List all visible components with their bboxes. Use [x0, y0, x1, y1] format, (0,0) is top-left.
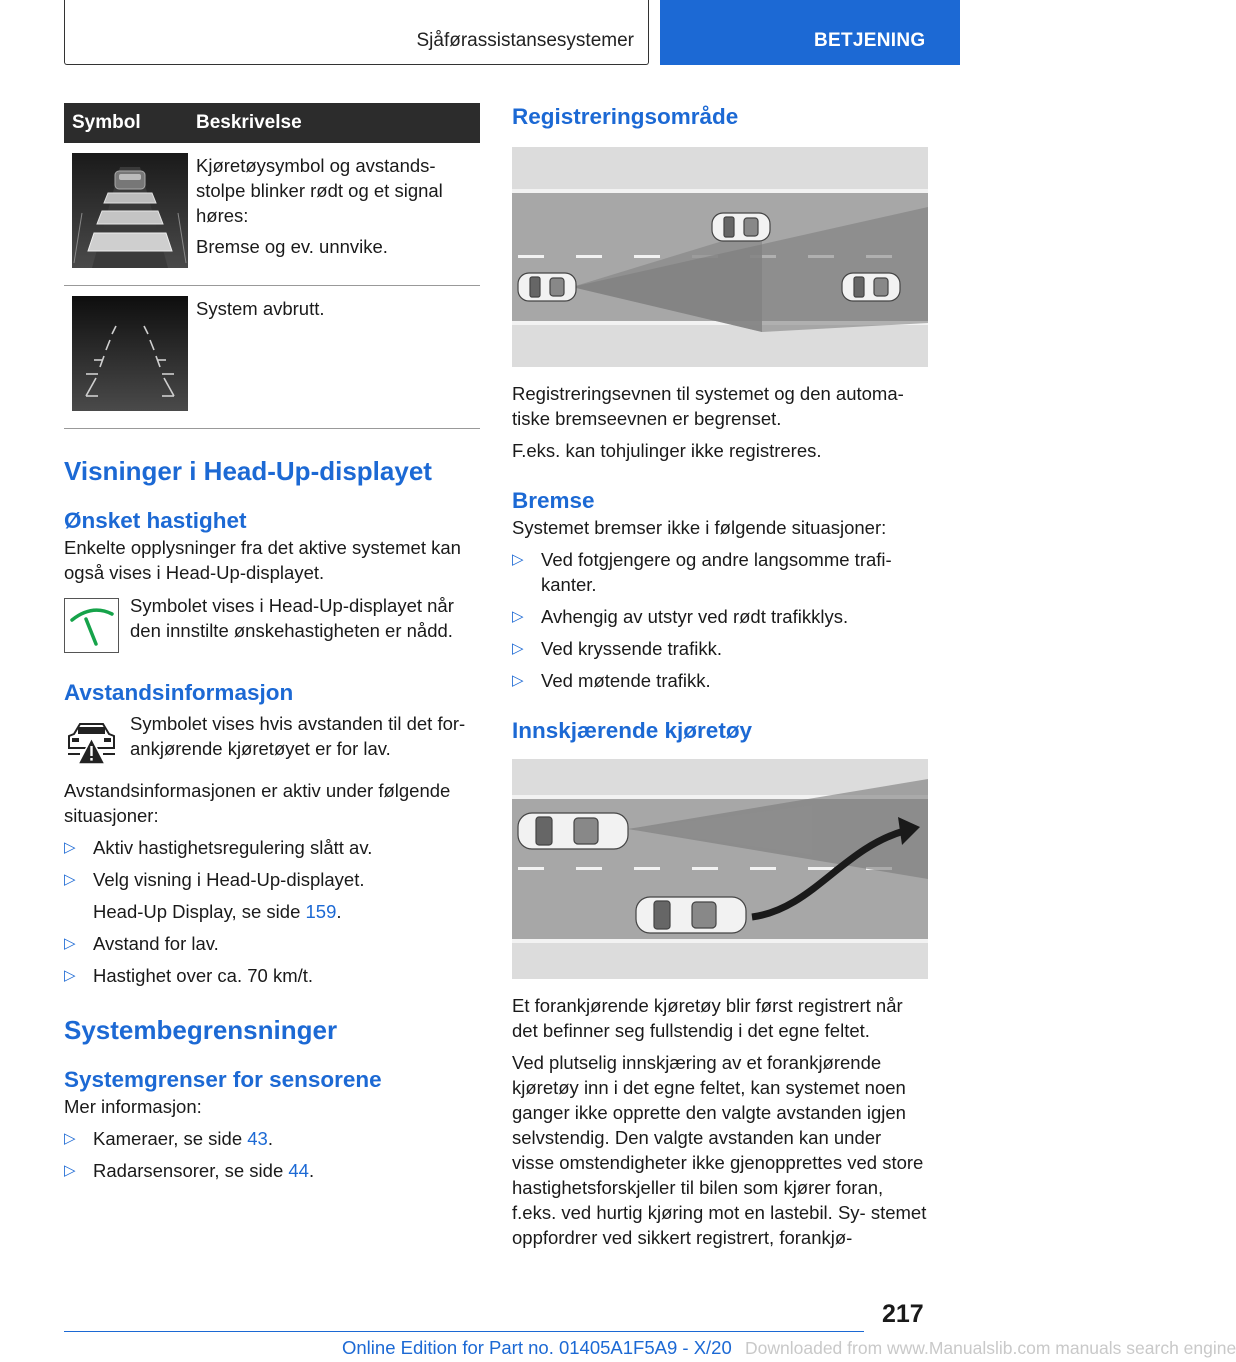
- subheading-desired-speed: Ønsket hastighet: [64, 508, 247, 533]
- list-item: ▷ Ved fotgjengere og andre langsomme trafi- kanter.: [512, 549, 892, 595]
- triangle-bullet-icon: ▷: [64, 935, 76, 952]
- list-item: ▷ Ved kryssende trafikk.: [512, 638, 722, 659]
- paragraph: Mer informasjon:: [64, 1096, 202, 1117]
- chapter-title: BETJENING: [814, 30, 926, 51]
- symbol-table: [64, 103, 480, 429]
- triangle-bullet-icon: ▷: [512, 672, 524, 689]
- triangle-bullet-icon: ▷: [64, 967, 76, 984]
- list-item: ▷ Aktiv hastighetsregulering slått av.: [64, 837, 373, 858]
- list-item: ▷ Ved møtende trafikk.: [512, 670, 711, 691]
- vehicle-distance-bars-icon: [72, 153, 188, 268]
- icon-description: Symbolet vises hvis avstanden til det for- ankjørende kjøretøyet er for lav.: [130, 713, 466, 759]
- icon-row-desired-speed: [64, 593, 480, 653]
- paragraph: F.eks. kan tohjulinger ikke registreres.: [512, 440, 822, 461]
- car-warning-icon: [64, 716, 119, 766]
- triangle-bullet-icon: ▷: [64, 1162, 76, 1179]
- distance-info-list-cont: [64, 931, 480, 988]
- subheading-detection-range: Registreringsområde: [512, 104, 739, 129]
- paragraph: Ved plutselig innskjæring av et forankjørende kjøretøy inn i det egne feltet, kan systemet noen ganger ikke opprette den valgte avstanden igjen selvstendig. Den valgte avstanden kan under visse omstendigheter ikke gjenopprettes ved store hastighetsforskjeller til bilen som kjører foran, f.eks. ved hurtig kjøring mot en lastebil. Sy- stemet oppfordrer ved sikkert registrert, forankjø-: [512, 1052, 927, 1248]
- section-title: Sjåførassistansesystemer: [416, 30, 634, 51]
- list-item: ▷ Velg visning i Head-Up-displayet.: [64, 869, 365, 890]
- page-link[interactable]: 44: [288, 1160, 309, 1181]
- triangle-bullet-icon: ▷: [512, 608, 524, 625]
- triangle-bullet-icon: ▷: [64, 871, 76, 888]
- sensor-list: [64, 1126, 480, 1183]
- icon-description: Symbolet vises i Head-Up-displayet når den innstilte ønskehastigheten er nådd.: [130, 595, 454, 641]
- icon-row-distance-info: [64, 711, 480, 766]
- triangle-bullet-icon: ▷: [64, 839, 76, 856]
- list-item: ▷ Avstand for lav.: [64, 933, 219, 954]
- header-section-box: [64, 0, 649, 65]
- paragraph: Et forankjørende kjøretøy blir først registrert når det befinner seg fullstendig i det egne feltet.: [512, 995, 903, 1041]
- watermark-text: Downloaded from www.Manualslib.com manuals search engine: [745, 1338, 1236, 1358]
- page-link[interactable]: 159: [305, 901, 337, 922]
- table-cell-description: System avbrutt.: [188, 286, 480, 429]
- paragraph: Systemet bremser ikke i følgende situasjoner:: [512, 517, 887, 538]
- subheading-sensors: Systemgrenser for sensorene: [64, 1067, 382, 1092]
- subheading-brake: Bremse: [512, 488, 595, 513]
- distance-info-list: [64, 835, 480, 892]
- triangle-bullet-icon: ▷: [512, 551, 524, 568]
- paragraph: Enkelte opplysninger fra det aktive systemet kan også vises i Head-Up-displayet.: [64, 537, 461, 583]
- cross-reference: Head-Up Display, se side 159.: [93, 901, 342, 922]
- table-row: [64, 143, 480, 286]
- table-header-symbol: Symbol: [64, 103, 188, 143]
- subheading-cut-in: Innskjærende kjøretøy: [512, 718, 753, 743]
- header-chapter-box[interactable]: [660, 0, 960, 65]
- right-column: [512, 103, 928, 1250]
- section-heading-limits: Systembegrensninger: [64, 1015, 338, 1045]
- footer-rule: [64, 1331, 864, 1332]
- detection-range-illustration: [512, 147, 928, 367]
- table-cell-symbol: [64, 143, 188, 286]
- list-item: ▷ Kameraer, se side 43.: [64, 1128, 273, 1149]
- table-header-description: Beskrivelse: [188, 103, 480, 143]
- cut-in-vehicle-illustration: [512, 759, 928, 979]
- list-item: ▷ Radarsensorer, se side 44.: [64, 1160, 315, 1181]
- speedometer-needle-icon: [64, 598, 119, 653]
- section-heading-hud: Visninger i Head-Up-displayet: [64, 456, 432, 486]
- page-link[interactable]: 43: [247, 1128, 268, 1149]
- car-icon: [712, 213, 770, 241]
- brake-list: [512, 547, 928, 693]
- edition-text: Online Edition for Part no. 01405A1F5A9 - X/20: [342, 1337, 732, 1358]
- table-row: [64, 286, 480, 429]
- table-cell-symbol: [64, 286, 188, 429]
- list-item: ▷ Hastighet over ca. 70 km/t.: [64, 965, 314, 986]
- triangle-bullet-icon: ▷: [64, 1130, 76, 1147]
- car-icon: [518, 813, 628, 849]
- left-column: [64, 103, 480, 1183]
- table-cell-description: Kjøretøysymbol og avstands- stolpe blinker rødt og et signal høres: Bremse og ev. unnvike.: [188, 143, 480, 286]
- car-icon: [842, 273, 900, 301]
- car-icon: [518, 273, 576, 301]
- empty-lane-icon: [72, 296, 188, 411]
- paragraph: Registreringsevnen til systemet og den automa- tiske bremseevnen er begrenset.: [512, 383, 904, 429]
- subheading-distance-info: Avstandsinformasjon: [64, 680, 294, 705]
- list-item: ▷ Avhengig av utstyr ved rødt trafikklys.: [512, 606, 849, 627]
- car-icon: [636, 897, 746, 933]
- triangle-bullet-icon: ▷: [512, 640, 524, 657]
- page-number: 217: [882, 1300, 924, 1328]
- paragraph: Avstandsinformasjonen er aktiv under følgende situasjoner:: [64, 780, 451, 826]
